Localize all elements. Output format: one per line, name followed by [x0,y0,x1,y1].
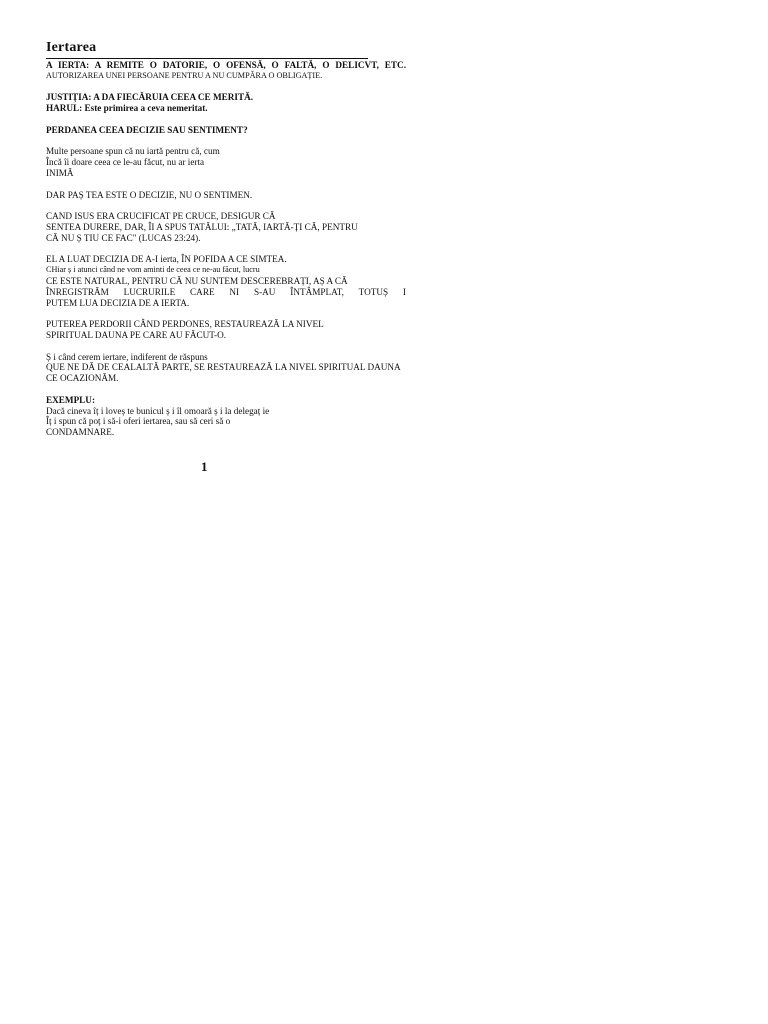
jesus-line-2: SENTEA DURERE, DAR, ÎI A SPUS TATĂLUI: „TATĂ, IARTĂ-ȚI CĂ, PENTRU [46,221,358,232]
example-line-1: Dacă cineva îț i loveș te bunicul ș i îl omoară ș i la delegaț ie [46,405,270,416]
request-line-1: Ș i când cerem iertare, indiferent de răspuns [46,351,208,362]
question-heading: PERDANEA CEEA DECIZIE SAU SENTIMENT? [46,124,248,135]
title-underline [46,58,368,59]
grace-line: HARUL: Este primirea a ceva nemeritat. [46,103,208,114]
request-line-3: CE OCAZIONĂM. [46,373,119,384]
document-body [46,60,406,438]
example-heading: EXEMPLU: [46,394,95,405]
spacer [46,384,406,395]
spacer [46,244,406,255]
example-line-2: Îț i spun că poț i să-i oferi iertarea, sau să ceri să o [46,416,231,427]
many-people-line-1: Multe persoane spun că nu iartă pentru că, cum [46,146,220,157]
decision-line-2: CHiar ș i atunci când ne vom aminti de ceea ce ne-au făcut, lucru [46,265,260,275]
decision-line-3: CE ESTE NATURAL, PENTRU CĂ NU SUNTEM DESCEREBRAȚI, AȘ A CĂ [46,275,348,286]
document-title: Iertarea [46,40,97,55]
definition-line-1: A IERTA: A REMITE O DATORIE, O OFENSĂ, O FALTĂ, O DELICVT, ETC. [46,60,406,70]
decision-line-5: PUTEM LUA DECIZIA DE A IERTA. [46,297,190,308]
power-line-1: PUTEREA PERDORII CÂND PERDONES, RESTAUREAZĂ LA NIVEL [46,319,324,330]
spacer [46,200,406,211]
decision-line-4: ÎNREGISTRĂM LUCRURILE CARE NI S-AU ÎNTÂMPLAT, TOTUȘ I [46,286,406,297]
spacer [46,308,406,319]
jesus-line-3: CĂ NU Ș TIU CE FAC" (LUCAS 23:24). [46,232,201,243]
spacer [46,341,406,352]
power-line-2: SPIRITUAL DAUNA PE CARE AU FĂCUT-O. [46,329,227,340]
page-number: 1 [201,459,208,474]
many-people-line-2: Încă îi doare ceea ce le-au făcut, nu ar ierta [46,157,205,168]
request-line-2: QUE NE DĂ DE CEALALTĂ PARTE, SE RESTAUREAZĂ LA NIVEL SPIRITUAL DAUNA [46,362,401,373]
spacer [46,114,406,125]
spacer [46,179,406,190]
spacer [46,136,406,147]
example-line-3: CONDAMNARE. [46,427,115,438]
spacer [46,82,406,93]
many-people-line-3: INIMĂ [46,167,74,178]
jesus-line-1: CAND ISUS ERA CRUCIFICAT PE CRUCE, DESIGUR CĂ [46,211,276,222]
definition-line-2: AUTORIZAREA UNEI PERSOANE PENTRU A NU CUMPĂRA O OBLIGAȚIE. [46,70,323,80]
decision-statement: DAR PAȘ TEA ESTE O DECIZIE, NU O SENTIMEN. [46,189,253,200]
justice-line: JUSTIȚIA: A DA FIECĂRUIA CEEA CE MERITĂ. [46,92,254,103]
decision-line-1: EL A LUAT DECIZIA DE A-I iertа, ÎN POFIDA A CE SIMTEA. [46,254,287,265]
